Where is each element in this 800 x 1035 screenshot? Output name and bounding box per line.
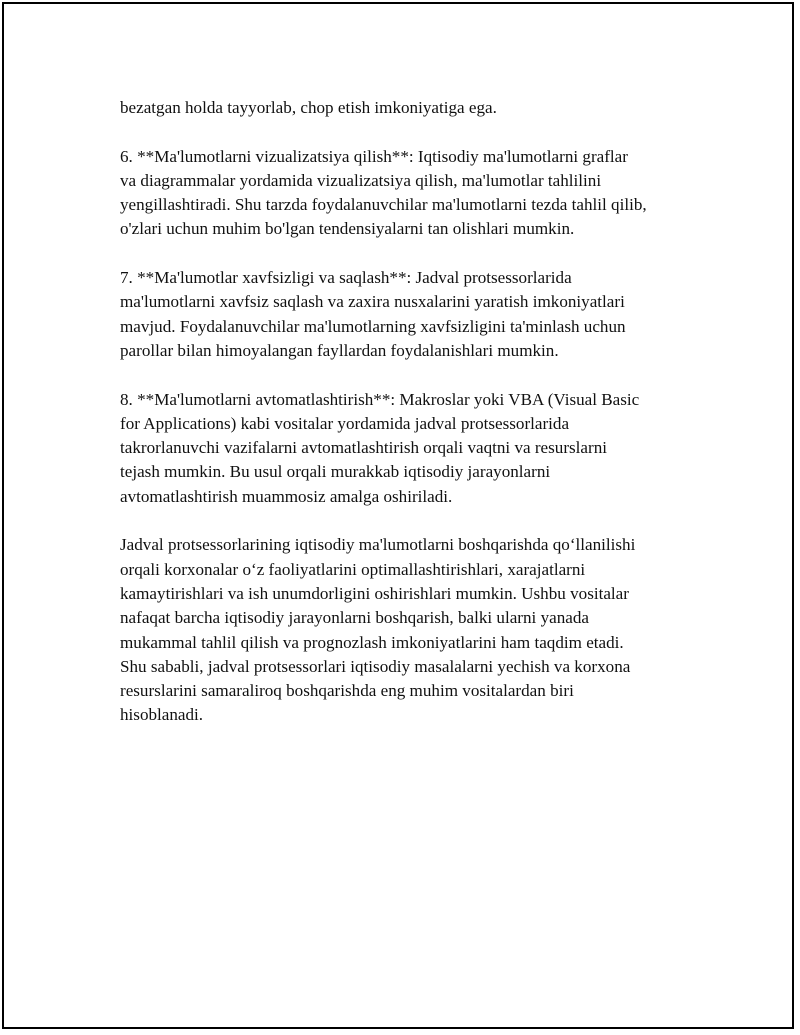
paragraph-visualization: [120, 145, 700, 242]
text-line: o'zlari uchun muhim bo'lgan tendensiyalarni tan olishlari mumkin.: [120, 219, 575, 239]
paragraph-security: [120, 266, 700, 363]
text-line: va diagrammalar yordamida vizualizatsiya qilish, ma'lumotlar tahlilini: [120, 170, 602, 190]
text-line: mukammal tahlil qilish va prognozlash imkoniyatlarini ham taqdim etadi.: [120, 632, 624, 652]
text-line: 7. **Ma'lumotlar xavfsizligi va saqlash**: Jadval protsessorlarida: [120, 268, 572, 288]
text-line: tejash mumkin. Bu usul orqali murakkab iqtisodiy jarayonlarni: [120, 462, 551, 482]
text-line: 6. **Ma'lumotlarni vizualizatsiya qilish**: Iqtisodiy ma'lumotlarni graflar: [120, 146, 628, 166]
text-line: resurslarini samaraliroq boshqarishda eng muhim vositalardan biri: [120, 681, 574, 701]
text-line: yengillashtiradi. Shu tarzda foydalanuvchilar ma'lumotlarni tezda tahlil qilib,: [120, 195, 647, 215]
text-line: orqali korxonalar o‘z faoliyatlarini optimallashtirishlari, xarajatlarni: [120, 559, 586, 579]
text-line: hisoblanadi.: [120, 705, 204, 725]
text-line: kamaytirishlari va ish unumdorligini oshirishlari mumkin. Ushbu vositalar: [120, 583, 629, 603]
text-line: for Applications) kabi vositalar yordamida jadval protsessorlarida: [120, 413, 570, 433]
text-line: avtomatlashtirish muammosiz amalga oshiriladi.: [120, 486, 453, 506]
text-line: Jadval protsessorlarining iqtisodiy ma'lumotlarni boshqarishda qo‘llanilishi: [120, 535, 636, 555]
text-line: Shu sababli, jadval protsessorlari iqtisodiy masalalarni yechish va korxona: [120, 656, 631, 676]
text-line: takrorlanuvchi vazifalarni avtomatlashtirish orqali vaqtni va resurslarni: [120, 438, 608, 458]
document-body: [120, 96, 700, 752]
text-line: mavjud. Foydalanuvchilar ma'lumotlarning xavfsizligini ta'minlash uchun: [120, 316, 626, 336]
text-line: nafaqat barcha iqtisodiy jarayonlarni boshqarish, balki ularni yanada: [120, 608, 589, 628]
text-line: 8. **Ma'lumotlarni avtomatlashtirish**: Makroslar yoki VBA (Visual Basic: [120, 389, 640, 409]
paragraph-continuation: [120, 96, 700, 120]
text-line: parollar bilan himoyalangan fayllardan foydalanishlari mumkin.: [120, 340, 559, 360]
text-line: ma'lumotlarni xavfsiz saqlash va zaxira nusxalarini yaratish imkoniyatlari: [120, 292, 625, 312]
document-page: [2, 2, 794, 1029]
text-line: bezatgan holda tayyorlab, chop etish imkoniyatiga ega.: [120, 98, 497, 117]
paragraph-conclusion: [120, 533, 700, 727]
paragraph-automation: [120, 388, 700, 509]
